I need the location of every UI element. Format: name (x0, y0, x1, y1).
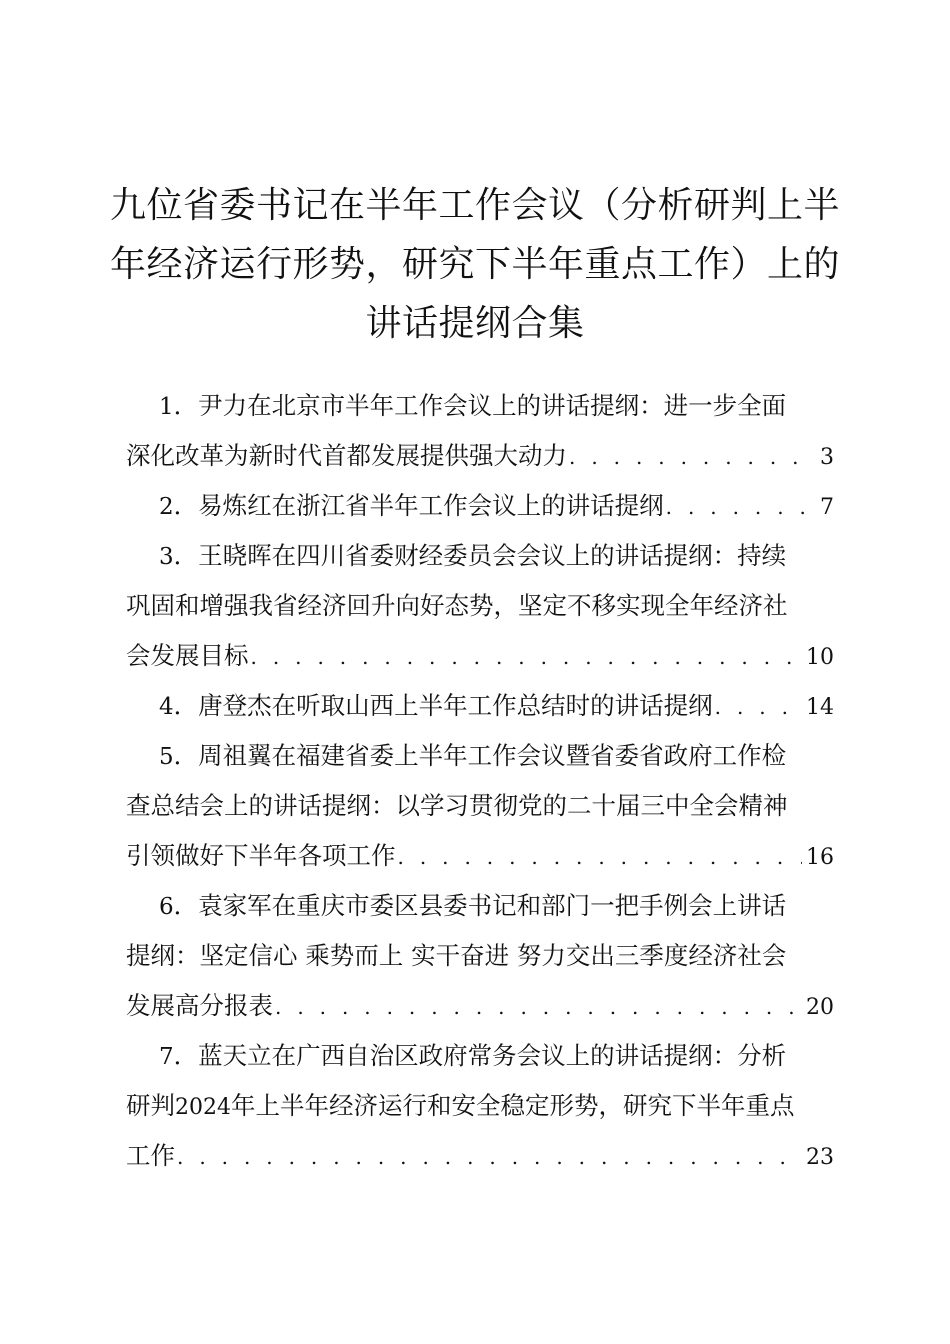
toc-entry-number: 2 (159, 494, 174, 520)
dot-leader (396, 832, 803, 882)
toc-page-number: 7 (820, 495, 834, 520)
toc-entry-text: 王晓晖在四川省委财经委员会会议上的讲话提纲：持续 (198, 541, 787, 570)
dot-leader (273, 982, 802, 1032)
toc-entry-number: 4 (159, 694, 174, 720)
toc-entry-5[interactable]: 5 ． 周祖翼在福建省委上半年工作会议暨省委省政府工作检 查总结会上的讲话提纲：以学习贯彻党的二十届三中全会精神 引领做好下半年各项工作 . . . 16 (126, 731, 834, 881)
toc-entry-text: 易炼红在浙江省半年工作会议上的讲话提纲 (198, 491, 664, 520)
toc-entry-year: 2024 (175, 1095, 231, 1120)
toc-entry-4[interactable]: 4 ． 唐登杰在听取山西上半年工作总结时的讲话提纲 . . . 14 (126, 681, 834, 731)
toc-entry-text: 引领做好下半年各项工作 (126, 841, 396, 870)
table-of-contents (126, 381, 834, 1181)
dot-leader (567, 432, 816, 482)
toc-page-number: 3 (820, 445, 834, 470)
dot-leader (713, 682, 802, 732)
toc-entry-text: 查总结会上的讲话提纲：以学习贯彻党的二十届三中全会精神 (126, 791, 788, 820)
toc-entry-text: 研判 (126, 1091, 175, 1120)
dot-leader (249, 632, 803, 682)
toc-entry-text: 提纲：坚定信心 乘势而上 实干奋进 努力交出三季度经济社会 (126, 941, 787, 970)
toc-entry-text: 袁家军在重庆市委区县委书记和部门一把手例会上讲话 (198, 891, 787, 920)
toc-entry-2[interactable]: 2 ． 易炼红在浙江省半年工作会议上的讲话提纲 . . . 7 (126, 481, 834, 531)
toc-entry-text: 周祖翼在福建省委上半年工作会议暨省委省政府工作检 (198, 741, 787, 770)
toc-entry-number: 3 (159, 544, 174, 570)
toc-entry-text: 巩固和增强我省经济回升向好态势，坚定不移实现全年经济社 (126, 591, 788, 620)
toc-entry-number: 7 (159, 1044, 174, 1070)
toc-page-number: 20 (806, 995, 834, 1020)
toc-entry-text: 会发展目标 (126, 641, 249, 670)
document-title (110, 176, 840, 353)
title-line-2: 年经济运行形势，研究下半年重点工作）上的 (110, 244, 841, 285)
title-line-1: 九位省委书记在半年工作会议（分析研判上半 (110, 185, 841, 226)
toc-entry-text: 年上半年经济运行和安全稳定形势，研究下半年重点 (231, 1091, 795, 1120)
toc-page-number: 10 (806, 645, 834, 670)
toc-entry-text: 发展高分报表 (126, 991, 273, 1020)
toc-entry-text: 尹力在北京市半年工作会议上的讲话提纲：进一步全面 (198, 391, 787, 420)
toc-entry-6[interactable]: 6 ． 袁家军在重庆市委区县委书记和部门一把手例会上讲话 提纲：坚定信心 乘势而上 实干奋进 努力交出三季度经济社会 发展高分报表 . . . 20 (126, 881, 834, 1031)
toc-entry-1[interactable]: 1 ． 尹力在北京市半年工作会议上的讲话提纲：进一步全面 深化改革为新时代首都发展提供强大动力 . . . 3 (126, 381, 834, 481)
toc-page-number: 16 (806, 845, 834, 870)
toc-entry-number: 1 (159, 394, 174, 420)
dot-leader (175, 1132, 802, 1182)
toc-entry-text: 蓝天立在广西自治区政府常务会议上的讲话提纲：分析 (198, 1041, 787, 1070)
toc-entry-text: 工作 (126, 1141, 175, 1170)
toc-page-number: 14 (806, 695, 834, 720)
toc-entry-text: 唐登杰在听取山西上半年工作总结时的讲话提纲 (198, 691, 713, 720)
toc-entry-3[interactable]: 3 ． 王晓晖在四川省委财经委员会会议上的讲话提纲：持续 巩固和增强我省经济回升向好态势，坚定不移实现全年经济社 会发展目标 . . . 10 (126, 531, 834, 681)
toc-entry-7[interactable]: 7 ． 蓝天立在广西自治区政府常务会议上的讲话提纲：分析 研判 2024 年上半年经济运行和安全稳定形势，研究下半年重点 工作 . . . 23 (126, 1031, 834, 1181)
toc-entry-number: 6 (159, 894, 174, 920)
dot-leader (664, 482, 816, 532)
toc-page-number: 23 (806, 1145, 834, 1170)
toc-entry-text: 深化改革为新时代首都发展提供强大动力 (126, 441, 567, 470)
toc-entry-number: 5 (159, 744, 174, 770)
title-line-3: 讲话提纲合集 (365, 303, 585, 344)
